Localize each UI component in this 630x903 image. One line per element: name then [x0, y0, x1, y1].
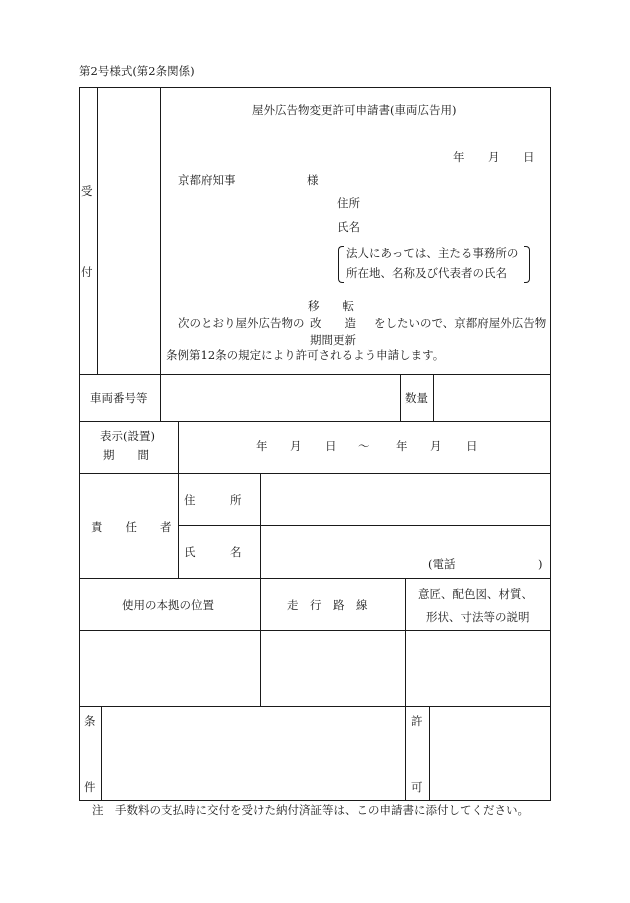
receipt-stamp-area[interactable]: [98, 88, 159, 373]
period-from-month: 月: [290, 439, 302, 453]
vehicle-number-field[interactable]: [161, 375, 400, 421]
base-location-label: 使用の本拠の位置: [122, 598, 214, 612]
applicant-address-label: 住所: [337, 196, 360, 210]
design-label-line-2: 形状、寸法等の説明: [426, 610, 530, 624]
period-value-line: [178, 421, 179, 473]
vehicle-number-label: 車両番号等: [90, 391, 148, 405]
addressee: 京都府知事: [178, 173, 236, 187]
border-bottom: [79, 800, 551, 801]
option-move: 移 転: [308, 299, 354, 313]
option-renew: 期間更新: [310, 333, 356, 347]
phone-close: ): [538, 557, 543, 571]
corp-note-open-bracket: [338, 246, 344, 283]
permit-label-1: 許: [411, 714, 423, 728]
route-field[interactable]: [261, 631, 405, 706]
option-modify: 改 造: [310, 316, 356, 330]
corp-note-line-1: 法人にあっては、主たる事務所の: [346, 246, 519, 260]
period-tilde: 〜: [358, 439, 370, 453]
design-field[interactable]: [406, 631, 550, 706]
conditions-label-1: 条: [84, 714, 96, 728]
responsible-name-label: 氏 名: [184, 545, 242, 559]
application-col-line: [160, 87, 161, 374]
corp-note-close-bracket: [524, 246, 530, 283]
period-to-year: 年: [396, 439, 408, 453]
responsible-address-label: 住 所: [184, 493, 242, 507]
period-label-line-2: 期 間: [103, 448, 149, 462]
conditions-label-2: 件: [84, 780, 96, 794]
receipt-label-2: 付: [81, 265, 93, 279]
design-label-line-1: 意匠、配色図、材質、: [418, 587, 533, 601]
quantity-label: 数量: [405, 391, 428, 405]
body-prefix: 次のとおり屋外広告物の: [178, 316, 305, 330]
responsible-label-line: [178, 473, 179, 578]
honorific: 様: [307, 173, 319, 187]
conditions-field[interactable]: [102, 707, 405, 800]
phone-open: (電話: [428, 557, 456, 571]
responsible-address-field[interactable]: [261, 474, 550, 525]
divider-period-top: [79, 421, 551, 422]
body-line-2: 条例第12条の規定により許可されるよう申請します。: [166, 348, 445, 362]
period-label-line-1: 表示(設置): [100, 429, 155, 443]
applicant-name-label: 氏名: [337, 220, 360, 234]
responsible-label: 責 任 者: [91, 520, 172, 534]
permit-label-left-line: [405, 706, 406, 800]
period-to-month: 月: [430, 439, 442, 453]
border-right: [550, 87, 551, 801]
responsible-name-field[interactable]: [261, 526, 550, 578]
application-title: 屋外広告物変更許可申請書(車両広告用): [252, 103, 457, 117]
footnote: 注 手数料の支払時に交付を受けた納付済証等は、この申請書に添付してください。: [92, 803, 529, 817]
date-day-label: 日: [523, 150, 535, 164]
permit-label-2: 可: [411, 780, 423, 794]
form-number: 第2号様式(第2条関係): [79, 64, 195, 78]
receipt-label-1: 受: [81, 184, 93, 198]
date-month-label: 月: [488, 150, 500, 164]
base-location-field[interactable]: [80, 631, 260, 706]
period-from-year: 年: [256, 439, 268, 453]
date-year-label: 年: [453, 150, 465, 164]
divider-usage-top: [79, 578, 551, 579]
permit-field[interactable]: [430, 707, 550, 800]
body-suffix: をしたいので、京都府屋外広告物: [374, 316, 547, 330]
period-from-day: 日: [325, 439, 337, 453]
corp-note-line-2: 所在地、名称及び代表者の氏名: [346, 266, 507, 280]
vehicle-qty-line: [400, 374, 401, 421]
quantity-field[interactable]: [434, 375, 550, 421]
route-label: 走 行 路 線: [287, 598, 368, 612]
period-to-day: 日: [466, 439, 478, 453]
